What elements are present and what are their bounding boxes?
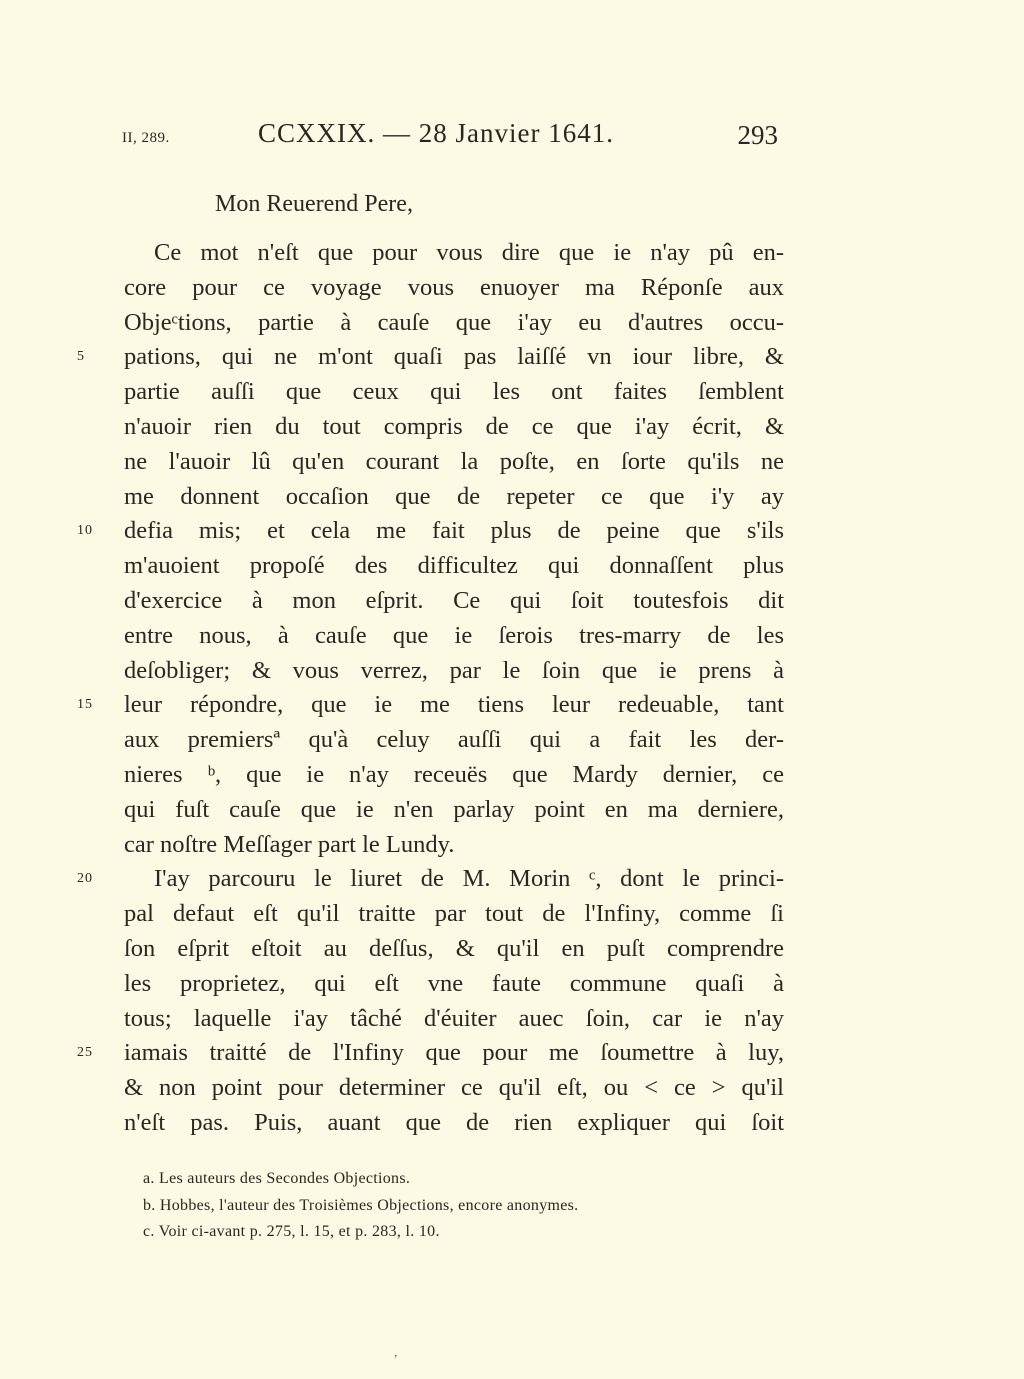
text-line (124, 932, 784, 967)
line-text: pations, qui ne m'ont quaſi pas laiſſé vn iour libre, & (124, 343, 784, 371)
text-line (124, 967, 784, 1002)
text-line (124, 654, 784, 689)
text-line (124, 758, 784, 793)
line-text: pal defaut eſt qu'il traitte par tout de l'Infiny, comme ſi (124, 900, 784, 928)
text-line (124, 445, 784, 480)
line-number: 5 (77, 349, 85, 365)
text-line (124, 306, 784, 341)
text-line (77, 514, 784, 549)
line-text: leur répondre, que ie me tiens leur redeuable, tant (124, 691, 784, 719)
line-text: Objeᶜtions, partie à cauſe que i'ay eu d'autres occu- (124, 308, 784, 336)
text-line (77, 340, 784, 375)
text-line (124, 236, 784, 271)
line-text: car noſtre Meſſager part le Lundy. (124, 830, 455, 858)
line-number: 25 (77, 1045, 93, 1061)
text-line (77, 862, 784, 897)
line-number: 15 (77, 697, 93, 713)
line-text: Ce mot n'eſt que pour vous dire que ie n'ay pû en- (154, 239, 784, 266)
footnote: a. Les auteurs des Secondes Objections. (143, 1170, 411, 1187)
page-number: 293 (737, 120, 778, 150)
line-text: aux premiersª qu'à celuy auſſi qui a fait les der- (124, 726, 784, 754)
line-number: 20 (77, 871, 93, 887)
line-text: tous; laquelle i'ay tâché d'éuiter auec ſoin, car ie n'ay (124, 1004, 784, 1032)
line-text: d'exercice à mon eſprit. Ce qui ſoit toutesfois dit (124, 586, 784, 614)
text-line (124, 480, 784, 515)
text-line (124, 1071, 784, 1106)
letter-body (77, 236, 784, 1141)
text-line (77, 688, 784, 723)
line-text: core pour ce voyage vous enuoyer ma Réponſe aux (124, 273, 784, 301)
text-line (124, 375, 784, 410)
line-text: & non point pour determiner ce qu'il eſt, ou < ce > qu'il (124, 1074, 784, 1102)
line-text: deſobliger; & vous verrez, par le ſoin que ie prens à (124, 656, 784, 684)
line-text: I'ay parcouru le liuret de M. Morin ᶜ, dont le princi- (154, 865, 784, 893)
line-text: ſon eſprit eſtoit au deſſus, & qu'il en puſt comprendre (124, 934, 784, 962)
text-line (124, 1106, 784, 1141)
text-line (124, 549, 784, 584)
line-text: iamais traitté de l'Infiny que pour me ſoumettre à luy, (124, 1039, 784, 1067)
text-line (124, 584, 784, 619)
salutation: Mon Reuerend Pere, (215, 191, 413, 217)
line-text: les proprietez, qui eſt vne faute commune quaſi à (124, 969, 784, 997)
letter-heading: CCXXIX. — 28 Janvier 1641. (258, 118, 614, 148)
text-line (77, 1036, 784, 1071)
text-line (124, 1002, 784, 1037)
text-line (124, 897, 784, 932)
text-line (124, 619, 784, 654)
line-text: m'auoient propoſé des difficultez qui donnaſſent plus (124, 552, 784, 580)
page-speck: ʼ (394, 1354, 398, 1365)
text-line (124, 828, 784, 863)
line-text: n'auoir rien du tout compris de ce que i'ay écrit, & (124, 412, 784, 440)
line-text: ne l'auoir lû qu'en courant la poſte, en ſorte qu'ils ne (124, 447, 784, 475)
volume-reference: II, 289. (122, 130, 170, 146)
footnote: b. Hobbes, l'auteur des Troisièmes Objections, encore anonymes. (143, 1196, 579, 1214)
text-line (124, 723, 784, 758)
text-line (124, 271, 784, 306)
line-text: n'eſt pas. Puis, auant que de rien expliquer qui ſoit (124, 1108, 784, 1136)
line-text: defia mis; et cela me fait plus de peine que s'ils (124, 517, 784, 545)
line-text: entre nous, à cauſe que ie ſerois tres-marry de les (124, 621, 784, 649)
line-text: nieres ᵇ, que ie n'ay receuës que Mardy dernier, ce (124, 760, 784, 788)
footnote: c. Voir ci-avant p. 275, l. 15, et p. 283, l. 10. (143, 1223, 440, 1240)
text-line (124, 410, 784, 445)
text-line (124, 793, 784, 828)
line-text: qui fuſt cauſe que ie n'en parlay point en ma derniere, (124, 795, 784, 823)
line-text: partie auſſi que ceux qui les ont faites ſemblent (124, 378, 784, 406)
line-text: me donnent occaſion que de repeter ce que i'y ay (124, 482, 784, 510)
page-header (0, 118, 1024, 158)
line-number: 10 (77, 523, 93, 539)
footnotes (143, 1166, 843, 1246)
